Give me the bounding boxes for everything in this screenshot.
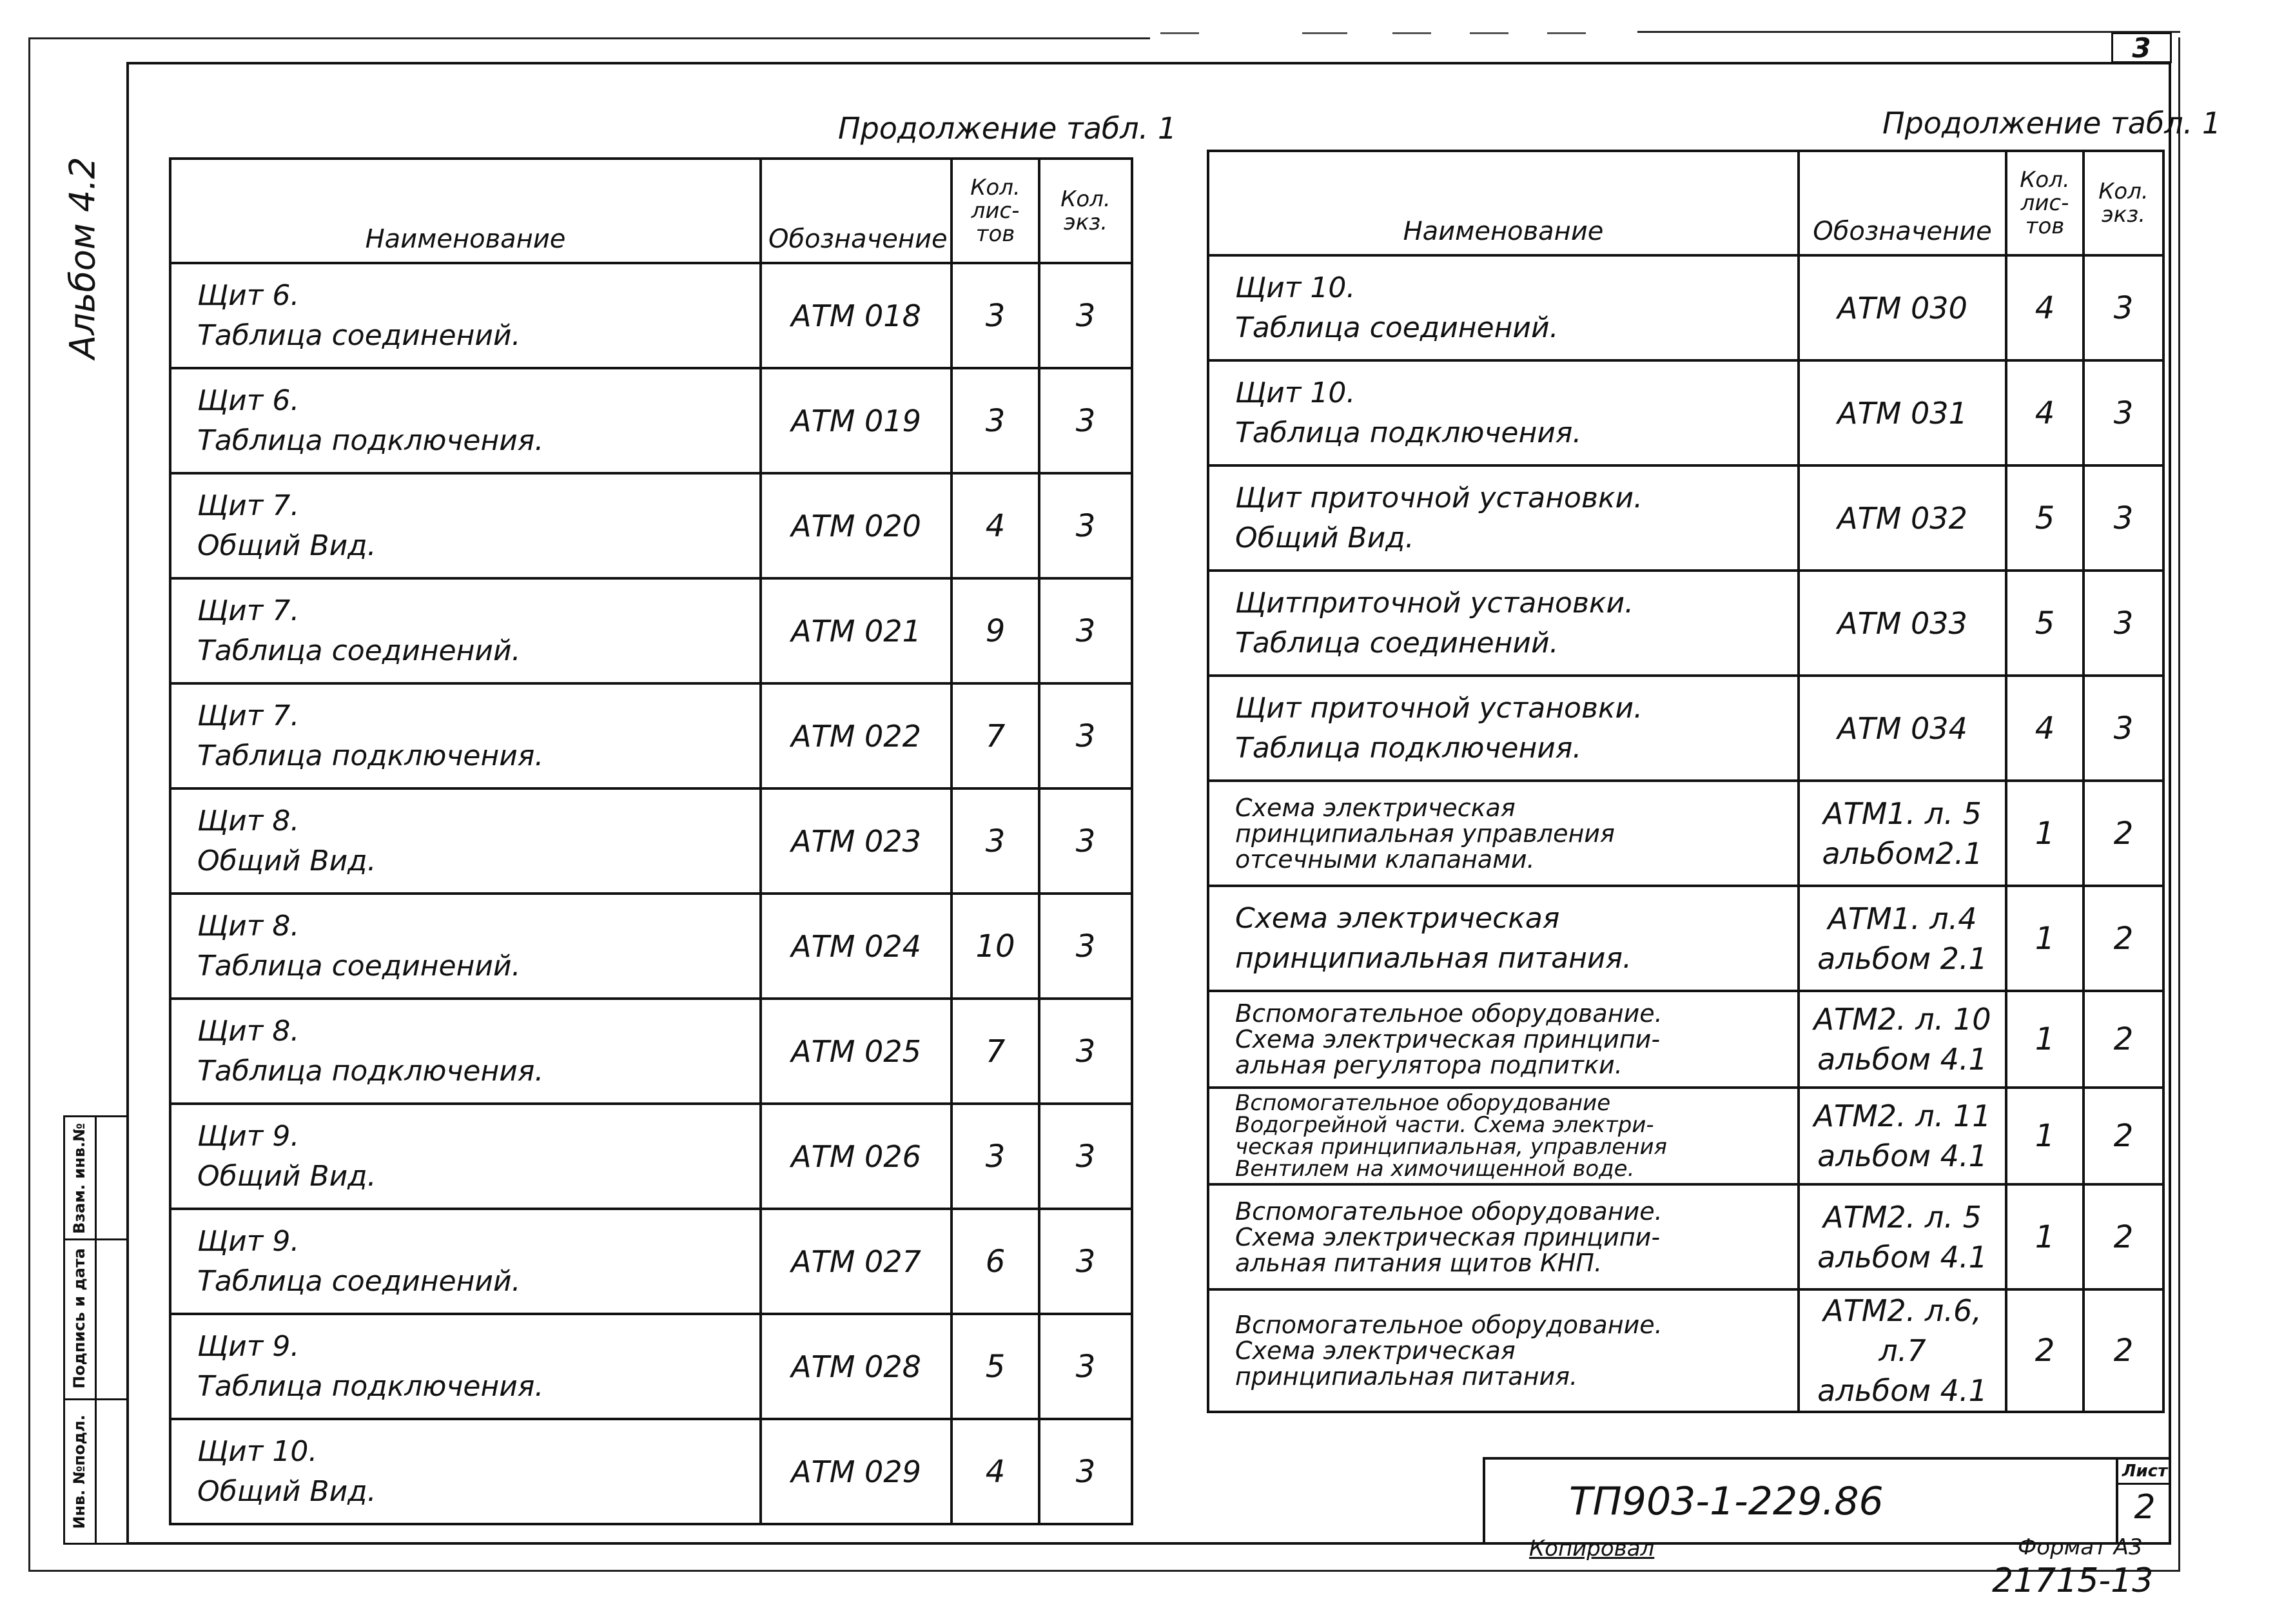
designation-line: АТМ 032 xyxy=(1837,500,1967,536)
row-designation: АТМ 020 xyxy=(761,473,952,578)
album-label: Альбом 4.2 xyxy=(62,157,103,359)
row-designation xyxy=(1799,1184,2006,1289)
name-line: Схема электрическая принципи- xyxy=(1235,1222,1661,1251)
designation-line: АТМ1. л. 5 xyxy=(1823,796,1982,831)
right-spec-table xyxy=(1207,150,2165,1413)
name-line: Вспомогательное оборудование. xyxy=(1235,1311,1663,1339)
row-designation xyxy=(1799,676,2006,781)
row-sheets: 7 xyxy=(952,683,1039,788)
name-line: принципиальная питания. xyxy=(1235,941,1632,975)
table-row xyxy=(170,1314,1132,1419)
row-designation xyxy=(1799,991,2006,1088)
row-sheets: 5 xyxy=(952,1314,1039,1419)
row-sheets: 1 xyxy=(2006,886,2084,991)
name-line: Щит 7. xyxy=(197,489,300,522)
row-designation xyxy=(1799,1289,2006,1412)
row-name xyxy=(1208,465,1799,571)
dash-line xyxy=(1160,32,1199,34)
row-name xyxy=(170,894,761,999)
name-line: Щит 7. xyxy=(197,594,300,627)
table-row xyxy=(1208,255,2163,360)
row-copies: 3 xyxy=(1039,368,1132,473)
designation-line: АТМ 031 xyxy=(1837,395,1967,431)
row-copies: 3 xyxy=(1039,788,1132,894)
name-line: Общий Вид. xyxy=(197,1474,376,1508)
designation-line: АТМ1. л.4 xyxy=(1828,901,1977,936)
row-copies: 3 xyxy=(1039,683,1132,788)
name-line: Вспомогательное оборудование. xyxy=(1235,1197,1663,1226)
name-line: Схема электрическая xyxy=(1235,1336,1516,1365)
name-line: Таблица подключения. xyxy=(1235,416,1582,449)
name-line: Общий Вид. xyxy=(1235,521,1414,554)
row-name xyxy=(1208,886,1799,991)
row-designation: АТМ 019 xyxy=(761,368,952,473)
designation-line: АТМ 030 xyxy=(1837,290,1967,326)
table-row xyxy=(170,473,1132,578)
name-line: ческая принципиальная, управления xyxy=(1235,1134,1668,1160)
row-designation: АТМ 023 xyxy=(761,788,952,894)
name-line: Щит 8. xyxy=(197,909,300,943)
row-designation: АТМ 022 xyxy=(761,683,952,788)
row-designation: АТМ 028 xyxy=(761,1314,952,1419)
row-copies: 3 xyxy=(1039,1104,1132,1209)
right-continuation-label: Продолжение табл. 1 xyxy=(1882,106,2221,141)
name-line: Вентилем на химочищенной воде. xyxy=(1235,1156,1635,1182)
row-name xyxy=(1208,360,1799,465)
sheet-label: Лист xyxy=(2118,1460,2171,1485)
header-copies: Кол. экз. xyxy=(1039,159,1132,263)
row-name xyxy=(170,473,761,578)
table-header-row xyxy=(170,159,1132,263)
row-name xyxy=(1208,676,1799,781)
table-row xyxy=(1208,1088,2163,1184)
name-line: Таблица соединений. xyxy=(197,949,521,983)
row-name xyxy=(1208,781,1799,886)
name-line: Щит 10. xyxy=(197,1434,318,1468)
table-row xyxy=(1208,465,2163,571)
dash-line xyxy=(1547,32,1586,34)
name-line: Вспомогательное оборудование. xyxy=(1235,999,1663,1028)
inv-no-label: Инв. №подл. xyxy=(70,1414,88,1529)
name-line: Щит 10. xyxy=(1235,376,1356,409)
name-line: Таблица соединений. xyxy=(1235,311,1559,344)
row-copies: 2 xyxy=(2084,781,2163,886)
row-sheets: 1 xyxy=(2006,991,2084,1088)
name-line: принципиальная управления xyxy=(1235,819,1615,848)
row-copies: 2 xyxy=(2084,1088,2163,1184)
row-copies: 3 xyxy=(1039,1419,1132,1524)
row-copies: 3 xyxy=(1039,1209,1132,1314)
name-line: Щит 8. xyxy=(197,1014,300,1048)
row-designation: АТМ 027 xyxy=(761,1209,952,1314)
header-sheets: Кол. лис- тов xyxy=(952,159,1039,263)
row-sheets: 5 xyxy=(2006,465,2084,571)
row-name xyxy=(170,263,761,368)
header-designation: Обозначение xyxy=(761,159,952,263)
row-sheets: 3 xyxy=(952,263,1039,368)
row-designation: АТМ 026 xyxy=(761,1104,952,1209)
designation-line: АТМ 033 xyxy=(1837,605,1967,641)
row-name xyxy=(170,578,761,683)
row-sheets: 4 xyxy=(952,1419,1039,1524)
inventory-number: 21715-13 xyxy=(1992,1561,2154,1600)
name-line: Схема электрическая принципи- xyxy=(1235,1025,1661,1053)
row-name xyxy=(170,368,761,473)
name-line: Щит 8. xyxy=(197,804,300,837)
designation-line: альбом 4.1 xyxy=(1817,1139,1987,1173)
name-line: Схема электрическая xyxy=(1235,793,1516,822)
name-line: Таблица соединений. xyxy=(1235,626,1559,660)
name-line: Общий Вид. xyxy=(197,1159,376,1193)
name-line: Щит 7. xyxy=(197,699,300,732)
row-name xyxy=(170,1104,761,1209)
row-sheets: 3 xyxy=(952,368,1039,473)
corner-sheet-number: 3 xyxy=(2111,32,2172,63)
row-designation: АТМ 025 xyxy=(761,999,952,1104)
name-line: Таблица подключения. xyxy=(197,424,544,457)
outer-border-top-right xyxy=(1637,31,2180,33)
binding-strip xyxy=(63,1115,129,1545)
row-sheets: 9 xyxy=(952,578,1039,683)
row-copies: 3 xyxy=(1039,578,1132,683)
copied-by-label: Копировал xyxy=(1529,1536,1655,1561)
sheet-number: 2 xyxy=(2134,1488,2156,1527)
table-row xyxy=(1208,886,2163,991)
replace-inv-label: Взам. инв.№ xyxy=(70,1122,88,1235)
row-sheets: 3 xyxy=(952,788,1039,894)
binding-divider xyxy=(95,1117,97,1543)
sign-date-label: Подпись и дата xyxy=(70,1248,88,1389)
row-copies: 3 xyxy=(2084,465,2163,571)
row-name xyxy=(170,1209,761,1314)
row-sheets: 4 xyxy=(2006,676,2084,781)
table-row xyxy=(1208,360,2163,465)
name-line: Таблица соединений. xyxy=(197,1264,521,1298)
header-copies: Кол. экз. xyxy=(2084,151,2163,255)
name-line: Щит 10. xyxy=(1235,271,1356,304)
row-copies: 3 xyxy=(2084,571,2163,676)
name-line: Таблица соединений. xyxy=(197,634,521,667)
dash-line xyxy=(1392,32,1431,34)
header-name: Наименование xyxy=(1208,151,1799,255)
header-designation: Обозначение xyxy=(1799,151,2006,255)
row-sheets: 3 xyxy=(952,1104,1039,1209)
dash-line xyxy=(1302,32,1347,34)
name-line: Таблица подключения. xyxy=(197,1054,544,1088)
table-row xyxy=(170,788,1132,894)
row-sheets: 5 xyxy=(2006,571,2084,676)
name-line: Щит 9. xyxy=(197,1224,300,1258)
name-line: Таблица подключения. xyxy=(197,739,544,772)
row-name xyxy=(170,788,761,894)
row-copies: 2 xyxy=(2084,1184,2163,1289)
row-copies: 3 xyxy=(2084,676,2163,781)
name-line: Схема электрическая xyxy=(1235,901,1560,935)
designation-line: альбом 2.1 xyxy=(1817,941,1987,976)
row-designation: АТМ 024 xyxy=(761,894,952,999)
designation-line: АТМ 034 xyxy=(1837,710,1967,746)
binding-divider xyxy=(65,1238,127,1240)
row-designation xyxy=(1799,781,2006,886)
table-row xyxy=(170,1419,1132,1524)
row-sheets: 4 xyxy=(2006,255,2084,360)
row-name xyxy=(170,1314,761,1419)
binding-divider xyxy=(65,1398,127,1400)
row-designation xyxy=(1799,465,2006,571)
row-copies: 2 xyxy=(2084,886,2163,991)
designation-line: АТМ2. л. 10 xyxy=(1813,1002,1991,1037)
row-copies: 3 xyxy=(1039,1314,1132,1419)
name-line: Таблица соединений. xyxy=(197,318,521,352)
row-name xyxy=(170,1419,761,1524)
left-spec-table xyxy=(169,157,1133,1525)
row-copies: 3 xyxy=(1039,473,1132,578)
table-row xyxy=(170,1209,1132,1314)
row-designation: АТМ 029 xyxy=(761,1419,952,1524)
row-sheets: 10 xyxy=(952,894,1039,999)
table-row xyxy=(1208,991,2163,1088)
row-designation xyxy=(1799,1088,2006,1184)
row-copies: 3 xyxy=(1039,894,1132,999)
table-row xyxy=(170,263,1132,368)
row-sheets: 2 xyxy=(2006,1289,2084,1412)
row-sheets: 1 xyxy=(2006,1184,2084,1289)
row-name xyxy=(1208,1184,1799,1289)
format-label: Формат А3 xyxy=(2018,1534,2143,1560)
left-continuation-label: Продолжение табл. 1 xyxy=(838,111,1177,146)
name-line: Щитприточной установки. xyxy=(1235,586,1634,620)
name-line: альная регулятора подпитки. xyxy=(1235,1051,1623,1079)
name-line: Щит приточной установки. xyxy=(1235,481,1643,514)
designation-line: АТМ2. л.6, л.7 xyxy=(1823,1293,1982,1368)
row-name xyxy=(1208,571,1799,676)
row-copies: 3 xyxy=(1039,263,1132,368)
row-copies: 2 xyxy=(2084,991,2163,1088)
row-copies: 3 xyxy=(2084,255,2163,360)
name-line: Щит 9. xyxy=(197,1329,300,1363)
table-row xyxy=(170,683,1132,788)
row-name xyxy=(1208,991,1799,1088)
name-line: Водогрейной части. Схема электри- xyxy=(1235,1112,1654,1138)
name-line: Общий Вид. xyxy=(197,529,376,562)
row-copies: 3 xyxy=(2084,360,2163,465)
table-row xyxy=(1208,1289,2163,1412)
header-name: Наименование xyxy=(170,159,761,263)
name-line: альная питания щитов КНП. xyxy=(1235,1248,1603,1277)
row-name xyxy=(1208,1289,1799,1412)
name-line: Щит 6. xyxy=(197,384,300,417)
name-line: Таблица подключения. xyxy=(1235,731,1582,765)
table-row xyxy=(170,368,1132,473)
table-row xyxy=(170,578,1132,683)
name-line: Щит 9. xyxy=(197,1119,300,1153)
designation-line: альбом 4.1 xyxy=(1817,1373,1987,1408)
designation-line: АТМ2. л. 11 xyxy=(1813,1099,1991,1133)
designation-line: альбом 4.1 xyxy=(1817,1239,1987,1275)
name-line: Общий Вид. xyxy=(197,844,376,877)
row-name xyxy=(170,683,761,788)
row-name xyxy=(170,999,761,1104)
name-line: Щит приточной установки. xyxy=(1235,691,1643,725)
table-header-row xyxy=(1208,151,2163,255)
row-sheets: 1 xyxy=(2006,781,2084,886)
row-designation xyxy=(1799,360,2006,465)
row-designation: АТМ 018 xyxy=(761,263,952,368)
row-sheets: 6 xyxy=(952,1209,1039,1314)
title-stamp xyxy=(1483,1457,2171,1545)
name-line: Вспомогательное оборудование xyxy=(1235,1090,1611,1116)
row-designation: АТМ 021 xyxy=(761,578,952,683)
name-line: Щит 6. xyxy=(197,279,300,312)
row-name xyxy=(1208,1088,1799,1184)
row-designation xyxy=(1799,886,2006,991)
table-row xyxy=(1208,781,2163,886)
table-row xyxy=(170,999,1132,1104)
row-copies: 3 xyxy=(1039,999,1132,1104)
designation-line: АТМ2. л. 5 xyxy=(1823,1199,1982,1235)
row-sheets: 1 xyxy=(2006,1088,2084,1184)
name-line: Таблица подключения. xyxy=(197,1369,544,1403)
row-designation xyxy=(1799,255,2006,360)
row-sheets: 4 xyxy=(952,473,1039,578)
name-line: принципиальная питания. xyxy=(1235,1362,1578,1391)
row-name xyxy=(1208,255,1799,360)
table-row xyxy=(1208,571,2163,676)
designation-line: альбом2.1 xyxy=(1822,836,1983,871)
document-code: ТП903-1-229.86 xyxy=(1569,1479,1884,1524)
sheet-box xyxy=(2116,1460,2171,1545)
row-designation xyxy=(1799,571,2006,676)
table-row xyxy=(170,894,1132,999)
table-row xyxy=(1208,1184,2163,1289)
table-row xyxy=(1208,676,2163,781)
dash-line xyxy=(1470,32,1508,34)
row-sheets: 7 xyxy=(952,999,1039,1104)
row-sheets: 4 xyxy=(2006,360,2084,465)
designation-line: альбом 4.1 xyxy=(1817,1042,1987,1077)
name-line: отсечными клапанами. xyxy=(1235,845,1535,874)
table-row xyxy=(170,1104,1132,1209)
header-sheets: Кол. лис- тов xyxy=(2006,151,2084,255)
row-copies: 2 xyxy=(2084,1289,2163,1412)
